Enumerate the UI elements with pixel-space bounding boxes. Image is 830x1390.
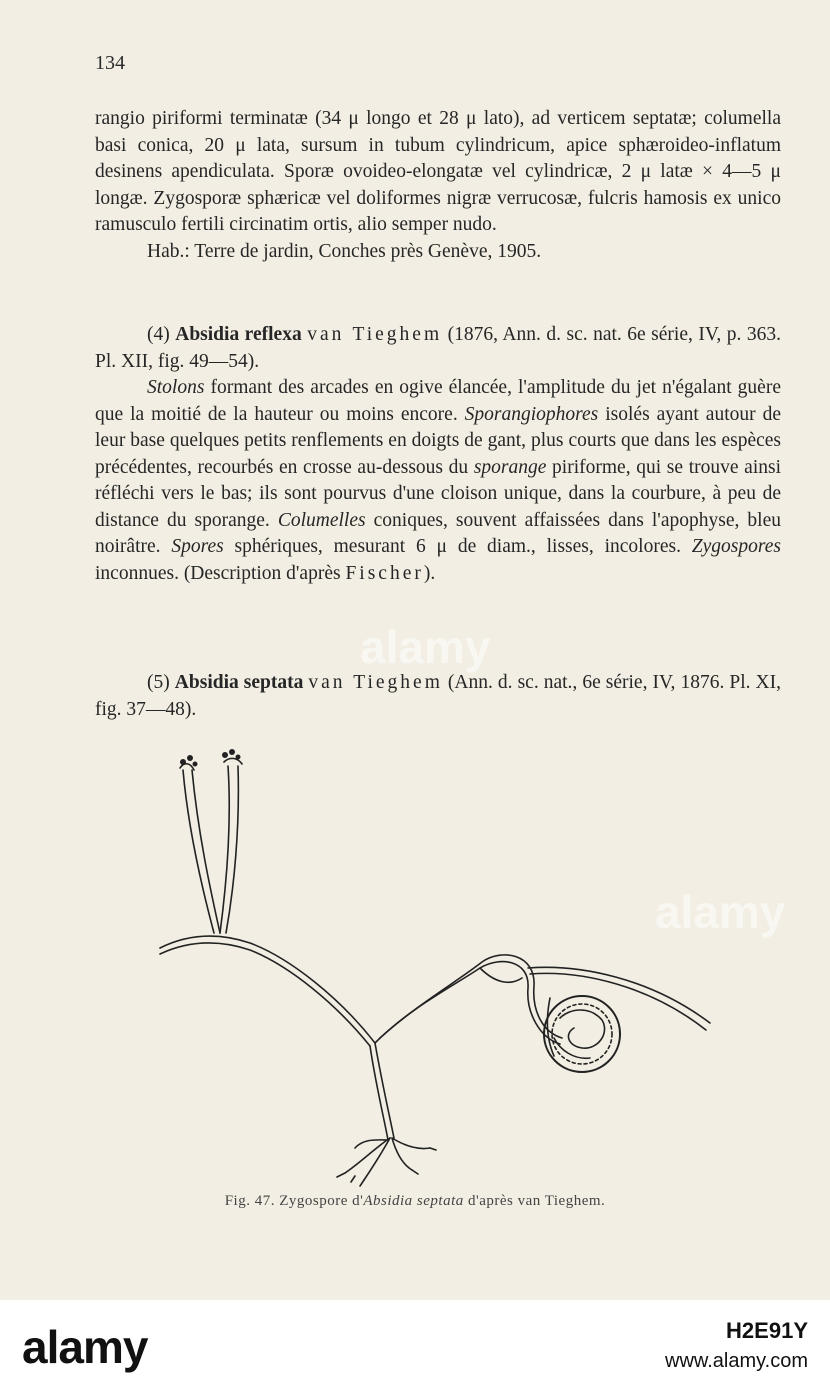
absidia-reflexa-entry [95,322,781,587]
text-run: inconnues. (Description d'après [95,562,346,584]
watermark: alamy [360,621,491,673]
species-name: Absidia septata [174,672,304,693]
term-spores: Spores [171,536,224,557]
reflexa-heading [95,322,781,375]
author-fischer: Fischer [345,562,424,584]
term-sporange: sporange [473,456,547,478]
habitat-line: Hab.: Terre de jardin, Conches près Genève, 1905. [147,240,542,262]
septata-heading [95,670,781,723]
caption-text: d'après van Tieghem. [463,1193,606,1209]
text-run: isolés ayant autour de leur base quelques petits renflements en doigts de gant, plus courts que dans les espèces précédentes, recourbés en crosse au-dessous du [95,403,781,478]
author-name: van Tieghem [307,324,443,345]
zygospore-illustration [150,738,750,1188]
term-stolons: Stolons [147,377,205,398]
entry-number: (5) [147,672,170,693]
term-columelles: Columelles [277,509,366,531]
description-block [95,106,781,265]
species-name: Absidia reflexa [175,324,302,345]
term-zygospores: Zygospores [691,536,781,557]
stock-logo: alamy [22,1321,148,1373]
text-run: ). [423,562,436,584]
text-run: coniques, souvent affaissées dans l'apophyse, bleu noirâtre. [95,509,781,557]
caption-label: Fig. 47. [224,1193,275,1209]
term-sporangiophores: Sporangiophores [464,403,599,425]
reflexa-description [95,375,781,587]
stock-url: www.alamy.com [665,1350,808,1372]
caption-species: Absidia septata [363,1193,464,1209]
image-id: H2E91Y [726,1318,808,1343]
text-run: sphériques, mesurant 6 μ de diam., lisses, incolores. [223,536,692,557]
entry-number: (4) [147,324,170,345]
page-number: 134 [95,52,125,74]
reference: (1876, Ann. d. sc. nat. 6e série, IV, p. 363. Pl. XII, fig. 49—54). [95,324,782,372]
text-run: piriforme, qui se trouve ainsi réfléchi vers le bas; ils sont pourvus d'une cloison unique, dans la courbure, à peu de distance du sporange. [95,456,781,531]
figure-caption [0,1193,830,1210]
caption-text: Zygospore d' [279,1193,364,1209]
author-name: van Tieghem [308,672,443,693]
absidia-septata-entry [95,670,781,723]
watermark: alamy [655,886,786,938]
latin-description: rangio piriformi terminatæ (34 μ longo et 28 μ lato), ad verticem septatæ; columella basi conica, 20 μ lata, sursum in tubum cylindricum, apice sphæroideo-inflatum desinens apendiculata. Sporæ ovoideo-elongatæ vel cylindricæ, 2 μ latæ × 4—5 μ longæ. Zygosporæ sphæricæ vel doliformes nigræ verrucosæ, fulcris hamosis ex unico ramusculo fertili circinatim ortis, alio semper nudo. [95,108,781,235]
reference: (Ann. d. sc. nat., 6e série, IV, 1876. Pl. XI, fig. 37—48). [95,672,782,720]
text-run: formant des arcades en ogive élancée, l'amplitude du jet n'égalant guère que la moitié de la hauteur ou moins encore. [95,377,781,425]
